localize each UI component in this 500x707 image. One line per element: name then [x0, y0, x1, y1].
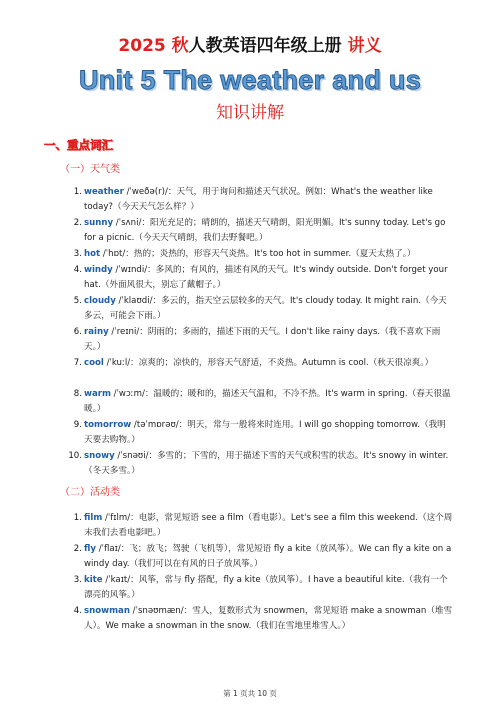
entry-text: /ˈreɪni/：阴雨的；多雨的，描述下雨的天气。I don't like rainy days.（我不喜欢下雨天。）	[84, 327, 441, 352]
entry-word: hot	[84, 249, 101, 259]
vocab-entry	[73, 216, 454, 246]
vocab-entry	[73, 294, 454, 324]
title-course: 人教英语四年级上册	[188, 36, 342, 56]
unit-title: Unit 5 The weather and us	[78, 65, 422, 95]
entry-word: cool	[84, 358, 104, 368]
section-subtitle: 知识讲解	[216, 103, 284, 123]
entry-word: sunny	[84, 218, 114, 228]
category-heading-weather: （一）天气类	[60, 164, 120, 175]
entry-text: /ˈsʌni/：阳光充足的；晴朗的，描述天气晴朗，阳光明媚。It's sunny today. Let's go for a picnic.（今天天气晴朗，我们去野餐吧。）	[84, 218, 446, 243]
entry-word: weather	[84, 187, 124, 197]
section-heading: 一、重点词汇	[44, 138, 113, 152]
entry-word: windy	[84, 265, 113, 275]
entry-text: /ˈweðə(r)/：天气，用于询问和描述天气状况。例如：What's the weather like today?（今天天气怎么样？）	[84, 187, 433, 212]
vocab-entry	[73, 356, 454, 371]
entry-word: cloudy	[84, 296, 116, 306]
entry-word: tomorrow	[84, 420, 132, 430]
entry-text: /təˈmɒrəʊ/：明天，常与一般将来时连用。I will go shopping tomorrow.（我明天要去购物。）	[84, 420, 446, 445]
entry-text: /ˈfɪlm/：电影，常见短语 see a film（看电影）。Let's see a film this weekend.（这个周末我们去看电影吧。）	[84, 513, 453, 538]
vocab-entry	[73, 387, 454, 417]
entry-text: /ˈkaɪt/：风筝，常与 fly 搭配，fly a kite（放风筝）。I have a beautiful kite.（我有一个漂亮的风筝。）	[84, 575, 448, 600]
page-footer: 第 1 页共 10 页	[223, 689, 277, 698]
vocab-entry	[73, 418, 454, 448]
entry-number: 4.	[73, 265, 82, 275]
document-title	[0, 36, 500, 56]
entry-number: 5.	[73, 296, 82, 306]
entry-word: film	[84, 513, 103, 523]
title-tag: 讲义	[347, 36, 382, 56]
vocab-entry	[68, 449, 454, 479]
entry-word: warm	[84, 389, 111, 399]
entry-number: 1.	[73, 513, 82, 523]
entry-text: /ˈsnəʊmæn/：雪人，复数形式为 snowmen，常见短语 make a snowman（堆雪人）。We make a snowman in the snow.（我们在雪地里堆雪人。）	[84, 606, 453, 631]
entry-number: 1.	[73, 187, 82, 197]
entry-text: /ˈflaɪ/：飞；放飞；驾驶（飞机等），常见短语 fly a kite（放风筝）。We can fly a kite on a windy day.（我们可以在有风的日子放风筝。）	[84, 544, 452, 569]
vocab-entry	[73, 542, 454, 572]
entry-number: 6.	[73, 327, 82, 337]
vocab-entry	[73, 511, 454, 541]
entry-number: 10.	[68, 451, 82, 461]
entry-number: 2.	[73, 544, 82, 554]
entry-text: /ˈkuːl/：凉爽的；凉快的，形容天气舒适，不炎热。Autumn is cool.（秋天很凉爽。）	[103, 358, 434, 368]
entry-number: 7.	[73, 358, 82, 368]
entry-word: snowman	[84, 606, 130, 616]
entry-word: fly	[84, 544, 96, 554]
entry-text: /ˈklaʊdi/：多云的，指天空云层较多的天气。It's cloudy today. It might rain.（今天多云，可能会下雨。）	[84, 296, 447, 321]
category-heading-activity: （二）活动类	[60, 487, 120, 498]
entry-word: rainy	[84, 327, 109, 337]
entry-number: 3.	[73, 249, 82, 259]
vocab-entry	[73, 247, 454, 262]
vocab-entry	[73, 263, 454, 293]
entry-text: /ˈsnəʊi/：多雪的；下雪的，用于描述下雪的天气或积雪的状态。It's snowy in winter.（冬天多雪。）	[84, 451, 449, 476]
vocab-entry	[73, 604, 454, 634]
entry-word: snowy	[84, 451, 115, 461]
title-year: 2025 秋	[118, 36, 189, 56]
entry-text: /ˈhɒt/：热的；炎热的，形容天气炎热。It's too hot in summer.（夏天太热了。）	[100, 249, 416, 259]
entry-word: kite	[84, 575, 103, 585]
entry-number: 4.	[73, 606, 82, 616]
entry-text: /ˈwɔːm/：温暖的；暖和的，描述天气温和，不冷不热。It's warm in spring.（春天很温暖。）	[84, 389, 451, 414]
vocab-entry	[73, 325, 454, 355]
entry-number: 8.	[73, 389, 82, 399]
vocab-entry	[73, 185, 454, 215]
entry-number: 9.	[73, 420, 82, 430]
entry-text: /ˈwɪndi/：多风的；有风的，描述有风的天气。It's windy outside. Don't forget your hat.（外面风很大，别忘了戴帽子。）	[84, 265, 448, 290]
entry-number: 3.	[73, 575, 82, 585]
entry-number: 2.	[73, 218, 82, 228]
vocab-entry	[73, 573, 454, 603]
